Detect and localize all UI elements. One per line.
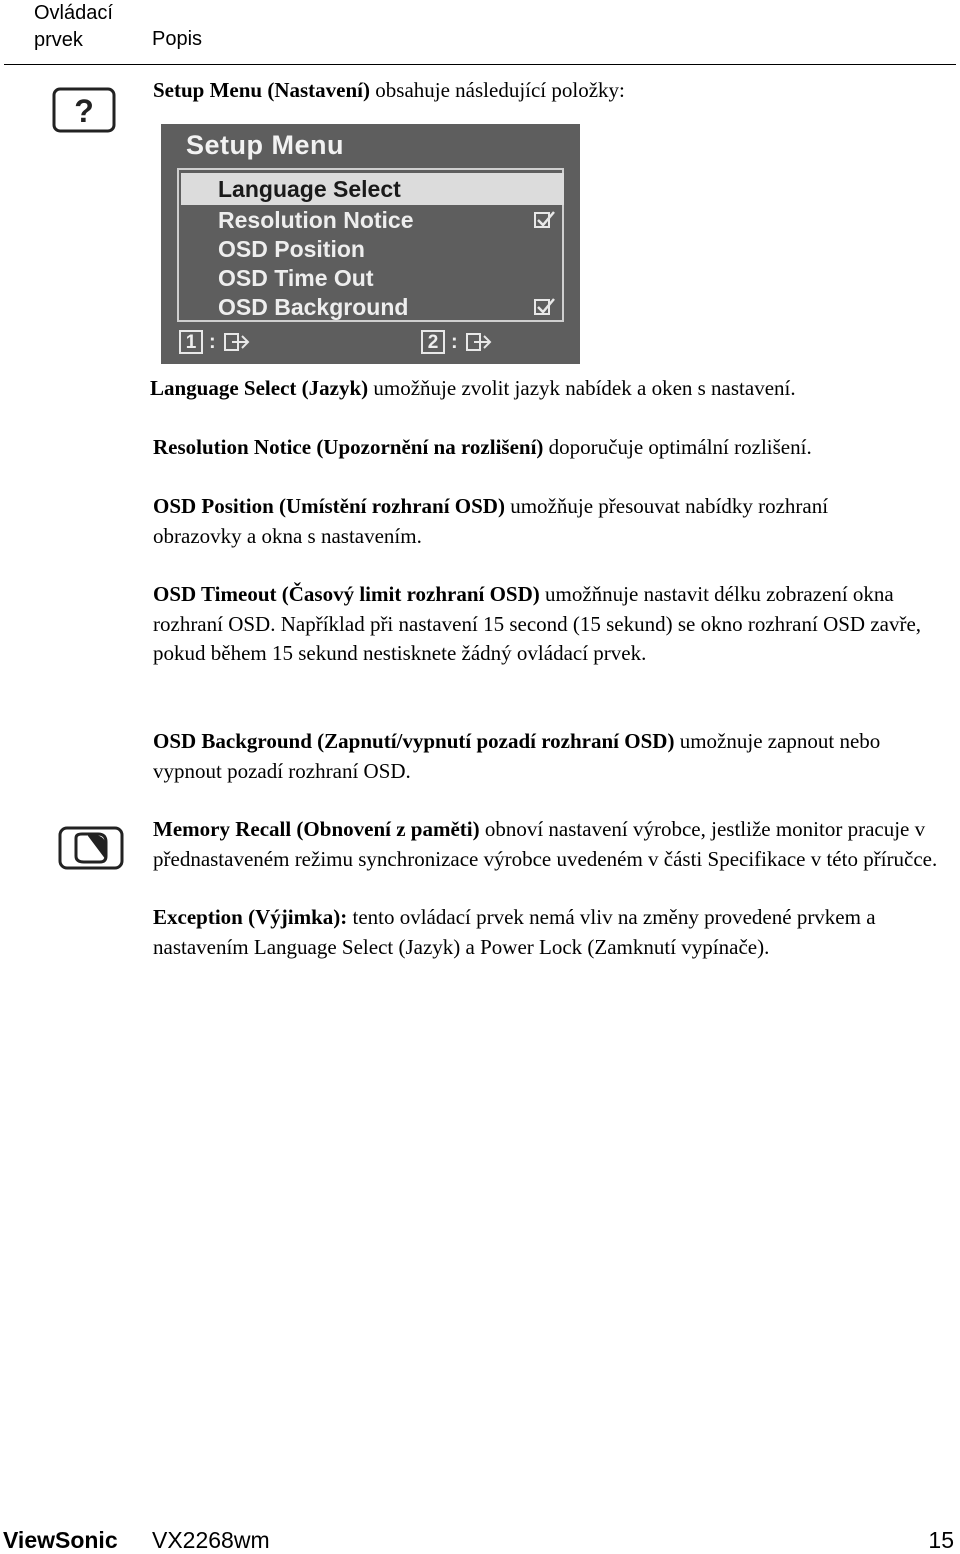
memory-recall-icon [58, 826, 124, 870]
osd-key-2: 2 [421, 330, 445, 354]
desc-osd-timeout [153, 580, 943, 669]
osd-colon: : [209, 331, 216, 353]
desc-exception-text: tento ovládací prvek nemá vliv na změny provedené prvkem a nastavením Language Select (Jazyk) a Power Lock (Zamknutí vypínače). [153, 905, 876, 959]
osd-item-resolution-notice[interactable] [181, 205, 564, 235]
osd-item-label: OSD Time Out [218, 265, 374, 291]
header-divider [4, 64, 956, 65]
desc-background-text: umožnuje zapnout nebo vypnout pozadí rozhraní OSD. [153, 729, 881, 783]
desc-resolution-bold: Resolution Notice (Upozornění na rozlišení) [153, 435, 544, 459]
osd-item-label: Resolution Notice [218, 207, 414, 233]
osd-key-hints [179, 330, 564, 356]
checkbox-checked-icon [534, 299, 550, 315]
desc-timeout-bold: OSD Timeout (Časový limit rozhraní OSD) [153, 582, 540, 606]
osd-colon: : [451, 331, 458, 353]
desc-memory-text: obnoví nastavení výrobce, jestliže monitor pracuje v přednastaveném režimu synchronizace výrobce uvedeném v části Specifikace v této příručce. [153, 817, 938, 871]
desc-osd-position [153, 492, 893, 551]
desc-language-text: umožňuje zvolit jazyk nabídek a oken s nastavení. [368, 376, 796, 400]
desc-background-bold: OSD Background (Zapnutí/vypnutí pozadí rozhraní OSD) [153, 729, 675, 753]
desc-memory-bold: Memory Recall (Obnovení z paměti) [153, 817, 480, 841]
desc-resolution-notice [153, 433, 953, 463]
exit-icon [223, 331, 251, 353]
question-mark-icon [52, 87, 116, 133]
desc-position-bold: OSD Position (Umístění rozhraní OSD) [153, 494, 505, 518]
desc-language-select [150, 374, 950, 404]
osd-item-osd-time-out[interactable] [181, 263, 564, 293]
osd-item-label: OSD Position [218, 236, 365, 262]
column-header-control-line1: Ovládací [34, 2, 113, 24]
osd-item-osd-background[interactable] [181, 292, 564, 322]
footer-model: VX2268wm [152, 1527, 270, 1553]
osd-item-osd-position[interactable] [181, 234, 564, 264]
osd-key-1: 1 [179, 330, 203, 354]
enter-icon [465, 331, 493, 353]
osd-menu-title: Setup Menu [186, 130, 344, 160]
page-number: 15 [928, 1527, 954, 1553]
svg-text:?: ? [74, 93, 94, 129]
desc-position-text: umožňuje přesouvat nabídky rozhraní obrazovky a okna s nastavením. [153, 494, 829, 548]
setup-intro-bold: Setup Menu (Nastavení) [153, 78, 371, 102]
osd-item-label: OSD Background [218, 294, 409, 320]
setup-intro-text: obsahuje následující položky: [370, 78, 625, 102]
osd-item-language-select[interactable] [181, 173, 564, 205]
osd-menu-list [177, 168, 564, 322]
desc-exception-bold: Exception (Výjimka): [153, 905, 348, 929]
desc-timeout-text: umožňnuje nastavit délku zobrazení okna rozhraní OSD. Například při nastavení 15 second (15 sekund) se okno rozhraní OSD zavře, pokud během 15 sekund nestisknete žádný ovládací prvek. [153, 582, 922, 665]
footer-brand: ViewSonic [3, 1527, 118, 1553]
column-header-control [34, 0, 113, 54]
osd-item-label: Language Select [218, 176, 401, 202]
setup-intro [153, 76, 953, 106]
desc-resolution-text: doporučuje optimální rozlišení. [543, 435, 812, 459]
checkbox-checked-icon [534, 212, 550, 228]
osd-setup-menu [161, 124, 580, 364]
desc-language-bold: Language Select (Jazyk) [150, 376, 369, 400]
desc-osd-background [153, 727, 913, 786]
desc-memory-recall [153, 815, 953, 874]
column-header-control-line2: prvek [34, 29, 83, 51]
column-header-description: Popis [152, 28, 203, 50]
desc-exception [153, 903, 928, 962]
